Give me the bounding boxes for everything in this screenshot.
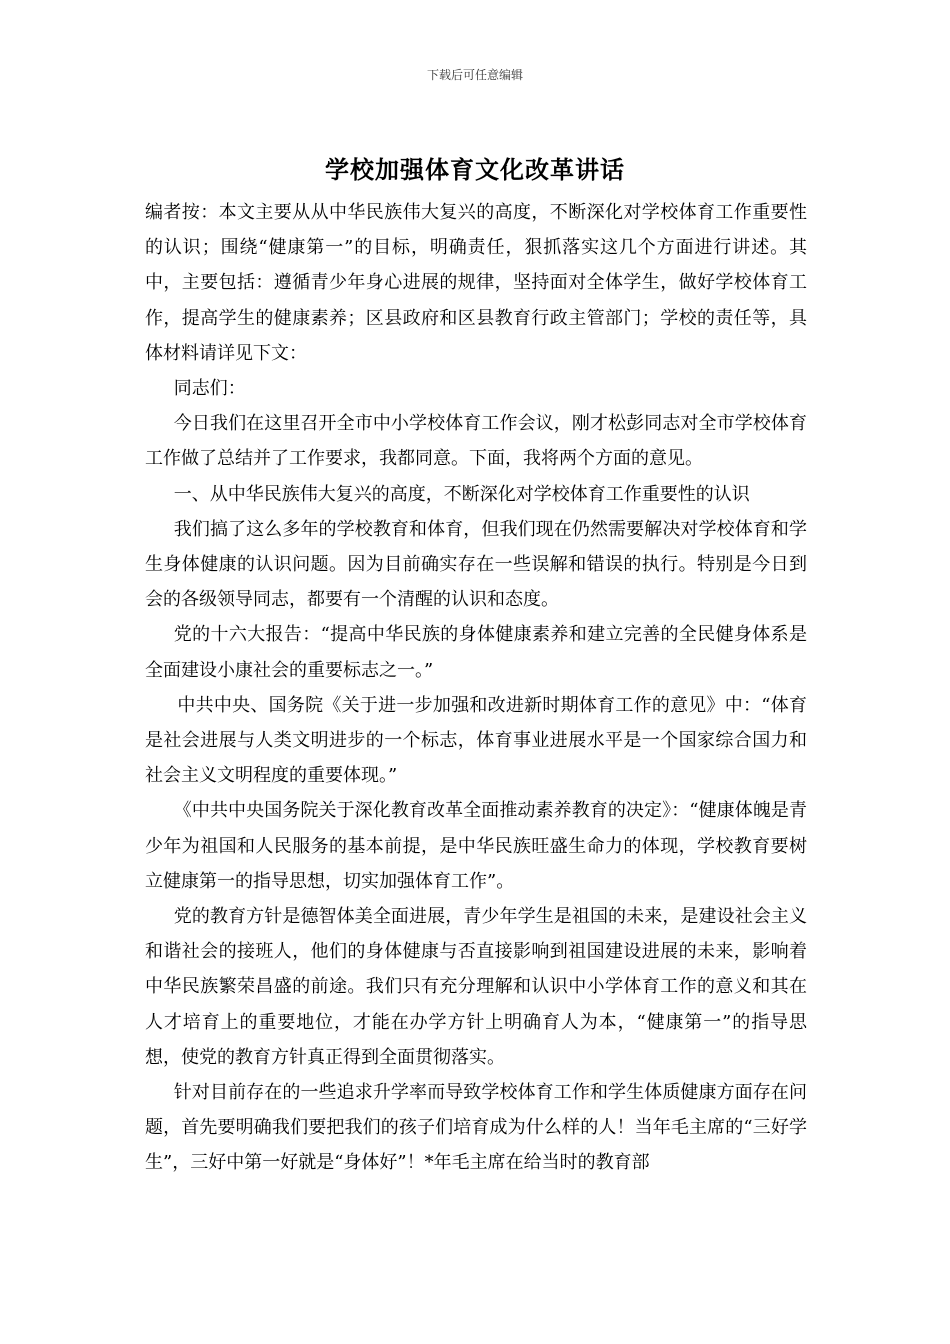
body-paragraph: 中共中央、国务院《关于进一步加强和改进新时期体育工作的意见》中：“体育是社会进展与人类文明进步的一个标志，体育事业进展水平是一个国家综合国力和社会主义文明程度的重要体现。” xyxy=(145,694,807,787)
body-paragraph: 针对目前存在的一些追求升学率而导致学校体育工作和学生体质健康方面存在问题，首先要明确我们要把我们的孩子们培育成为什么样的人！当年毛主席的“三好学生”，三好中第一好就是“身体好”！*年毛主席在给当时的教育部 xyxy=(145,1082,807,1174)
section-heading-paragraph: 一、从中华民族伟大复兴的高度，不断深化对学校体育工作重要性的认识 xyxy=(173,483,750,505)
page-header: 下载后可任意编辑 xyxy=(426,68,523,82)
body-paragraph: 我们搞了这么多年的学校教育和体育，但我们现在仍然需要解决对学校体育和学生身体健康的认识问题。因为目前确实存在一些误解和错误的执行。特别是今日到会的各级领导同志，都要有一个清醒的认识和态度。 xyxy=(145,518,807,611)
body-paragraph: 党的教育方针是德智体美全面进展，青少年学生是祖国的未来，是建设社会主义和谐社会的接班人，他们的身体健康与否直接影响到祖国建设进展的未来，影响着中华民族繁荣昌盛的前途。我们只有充分理解和认识中小学体育工作的意义和其在人才培育上的重要地位，才能在办学方针上明确育人为本，“健康第一”的指导思想，使党的教育方针真正得到全面贯彻落实。 xyxy=(145,906,807,1068)
body-paragraph: 党的十六大报告：“提高中华民族的身体健康素养和建立完善的全民健身体系是全面建设小康社会的重要标志之一。” xyxy=(145,624,807,681)
document-title: 学校加强体育文化改革讲话 xyxy=(325,155,625,184)
editor-note-paragraph: 编者按：本文主要从从中华民族伟大复兴的高度，不断深化对学校体育工作重要性的认识；围绕“健康第一”的目标，明确责任，狠抓落实这几个方面进行讲述。其中，主要包括：遵循青少年身心进展的规律，坚持面对全体学生，做好学校体育工作，提高学生的健康素养；区县政府和区县教育行政主管部门；学校的责任等，具体材料请详见下文： xyxy=(145,202,807,364)
document-body xyxy=(145,195,807,1181)
body-paragraph: 《中共中央国务院关于深化教育改革全面推动素养教育的决定》：“健康体魄是青少年为祖国和人民服务的基本前提，是中华民族旺盛生命力的体现，学校教育要树立健康第一的指导思想，切实加强体育工作”。 xyxy=(145,800,807,892)
body-paragraph: 今日我们在这里召开全市中小学校体育工作会议，刚才松彭同志对全市学校体育工作做了总结并了工作要求，我都同意。下面，我将两个方面的意见。 xyxy=(145,413,807,470)
salutation-paragraph: 同志们： xyxy=(173,378,246,400)
